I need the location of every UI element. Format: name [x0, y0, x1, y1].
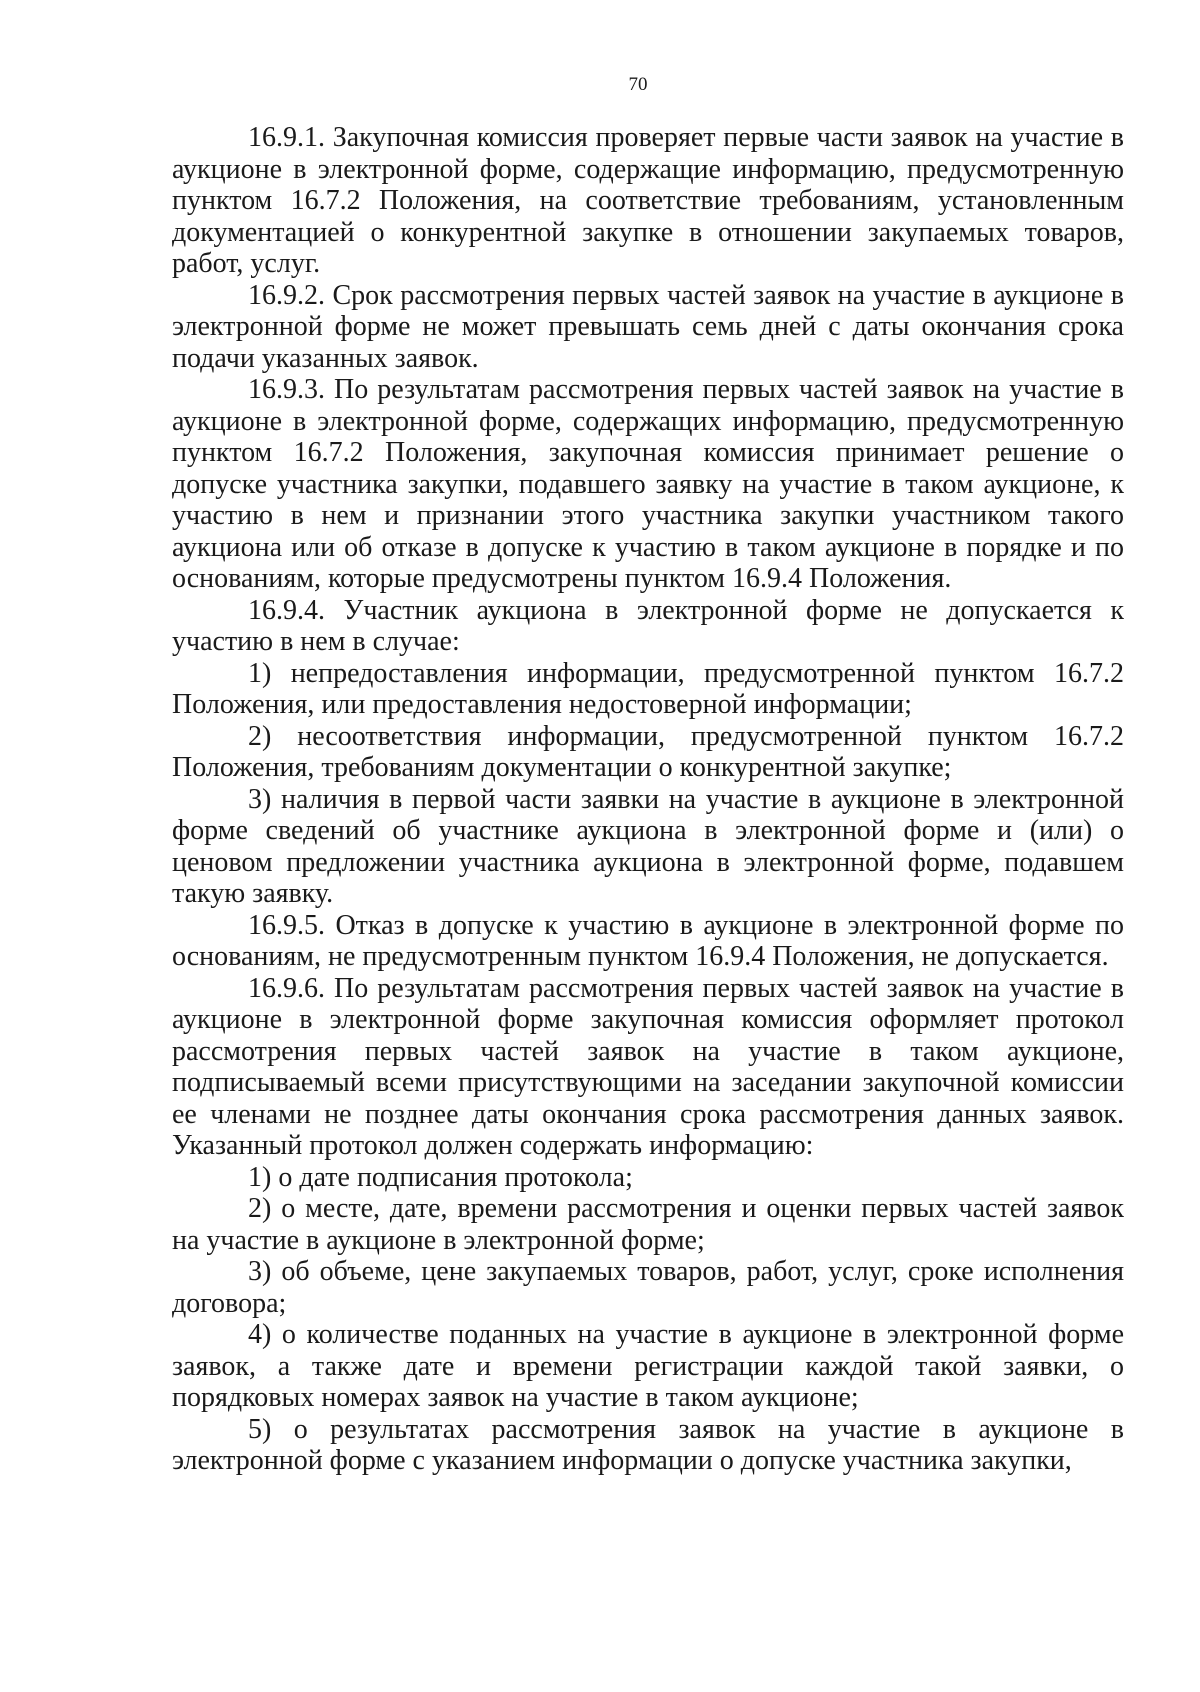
list-item-16-9-4-1: 1) непредоставления информации, предусмотренной пунктом 16.7.2 Положения, или предоставления недостоверной информации;: [172, 657, 1124, 720]
paragraph-16-9-3: 16.9.3. По результатам рассмотрения первых частей заявок на участие в аукционе в электронной форме, содержащих информацию, предусмотренную пунктом 16.7.2 Положения, закупочная комиссия принимает решение о допуске участника закупки, подавшего заявку на участие в таком аукционе, к участию в нем и признании этого участника закупки участником такого аукциона или об отказе в допуске к участию в таком аукционе в порядке и по основаниям, которые предусмотрены пунктом 16.9.4 Положения.: [172, 374, 1124, 594]
list-item-16-9-6-1: 1) о дате подписания протокола;: [248, 1161, 633, 1193]
list-item-16-9-4-2: 2) несоответствия информации, предусмотренной пунктом 16.7.2 Положения, требованиям документации о конкурентной закупке;: [172, 720, 1124, 783]
page-number: 70: [628, 74, 648, 95]
paragraph-16-9-5: 16.9.5. Отказ в допуске к участию в аукционе в электронной форме по основаниям, не предусмотренным пунктом 16.9.4 Положения, не допускается.: [172, 909, 1124, 972]
paragraph-16-9-1: 16.9.1. Закупочная комиссия проверяет первые части заявок на участие в аукционе в электронной форме, содержащие информацию, предусмотренную пунктом 16.7.2 Положения, на соответствие требованиям, установленным документацией о конкурентной закупке в отношении закупаемых товаров, работ, услуг.: [172, 122, 1124, 279]
list-item-16-9-6-5: 5) о результатах рассмотрения заявок на участие в аукционе в электронной форме с указанием информации о допуске участника закупки,: [172, 1413, 1124, 1476]
list-item-16-9-4-3: 3) наличия в первой части заявки на участие в аукционе в электронной форме сведений об участнике аукциона в электронной форме и (или) о ценовом предложении участника аукциона в электронной форме, подавшем такую заявку.: [172, 783, 1124, 909]
paragraph-16-9-2: 16.9.2. Срок рассмотрения первых частей заявок на участие в аукционе в электронной форме не может превышать семь дней с даты окончания срока подачи указанных заявок.: [172, 279, 1124, 374]
document-body: [172, 122, 1124, 1477]
list-item-16-9-6-4: 4) о количестве поданных на участие в аукционе в электронной форме заявок, а также дате и времени регистрации каждой такой заявки, о порядковых номерах заявок на участие в таком аукционе;: [172, 1319, 1124, 1413]
paragraph-16-9-6: 16.9.6. По результатам рассмотрения первых частей заявок на участие в аукционе в электронной форме закупочная комиссия оформляет протокол рассмотрения первых частей заявок на участие в таком аукционе, подписываемый всеми присутствующими на заседании закупочной комиссии ее членами не позднее даты окончания срока рассмотрения данных заявок. Указанный протокол должен содержать информацию:: [172, 972, 1124, 1161]
list-item-16-9-6-3: 3) об объеме, цене закупаемых товаров, работ, услуг, сроке исполнения договора;: [172, 1256, 1124, 1319]
paragraph-16-9-4: 16.9.4. Участник аукциона в электронной форме не допускается к участию в нем в случае:: [172, 594, 1124, 657]
list-item-16-9-6-2: 2) о месте, дате, времени рассмотрения и оценки первых частей заявок на участие в аукционе в электронной форме;: [172, 1193, 1124, 1256]
